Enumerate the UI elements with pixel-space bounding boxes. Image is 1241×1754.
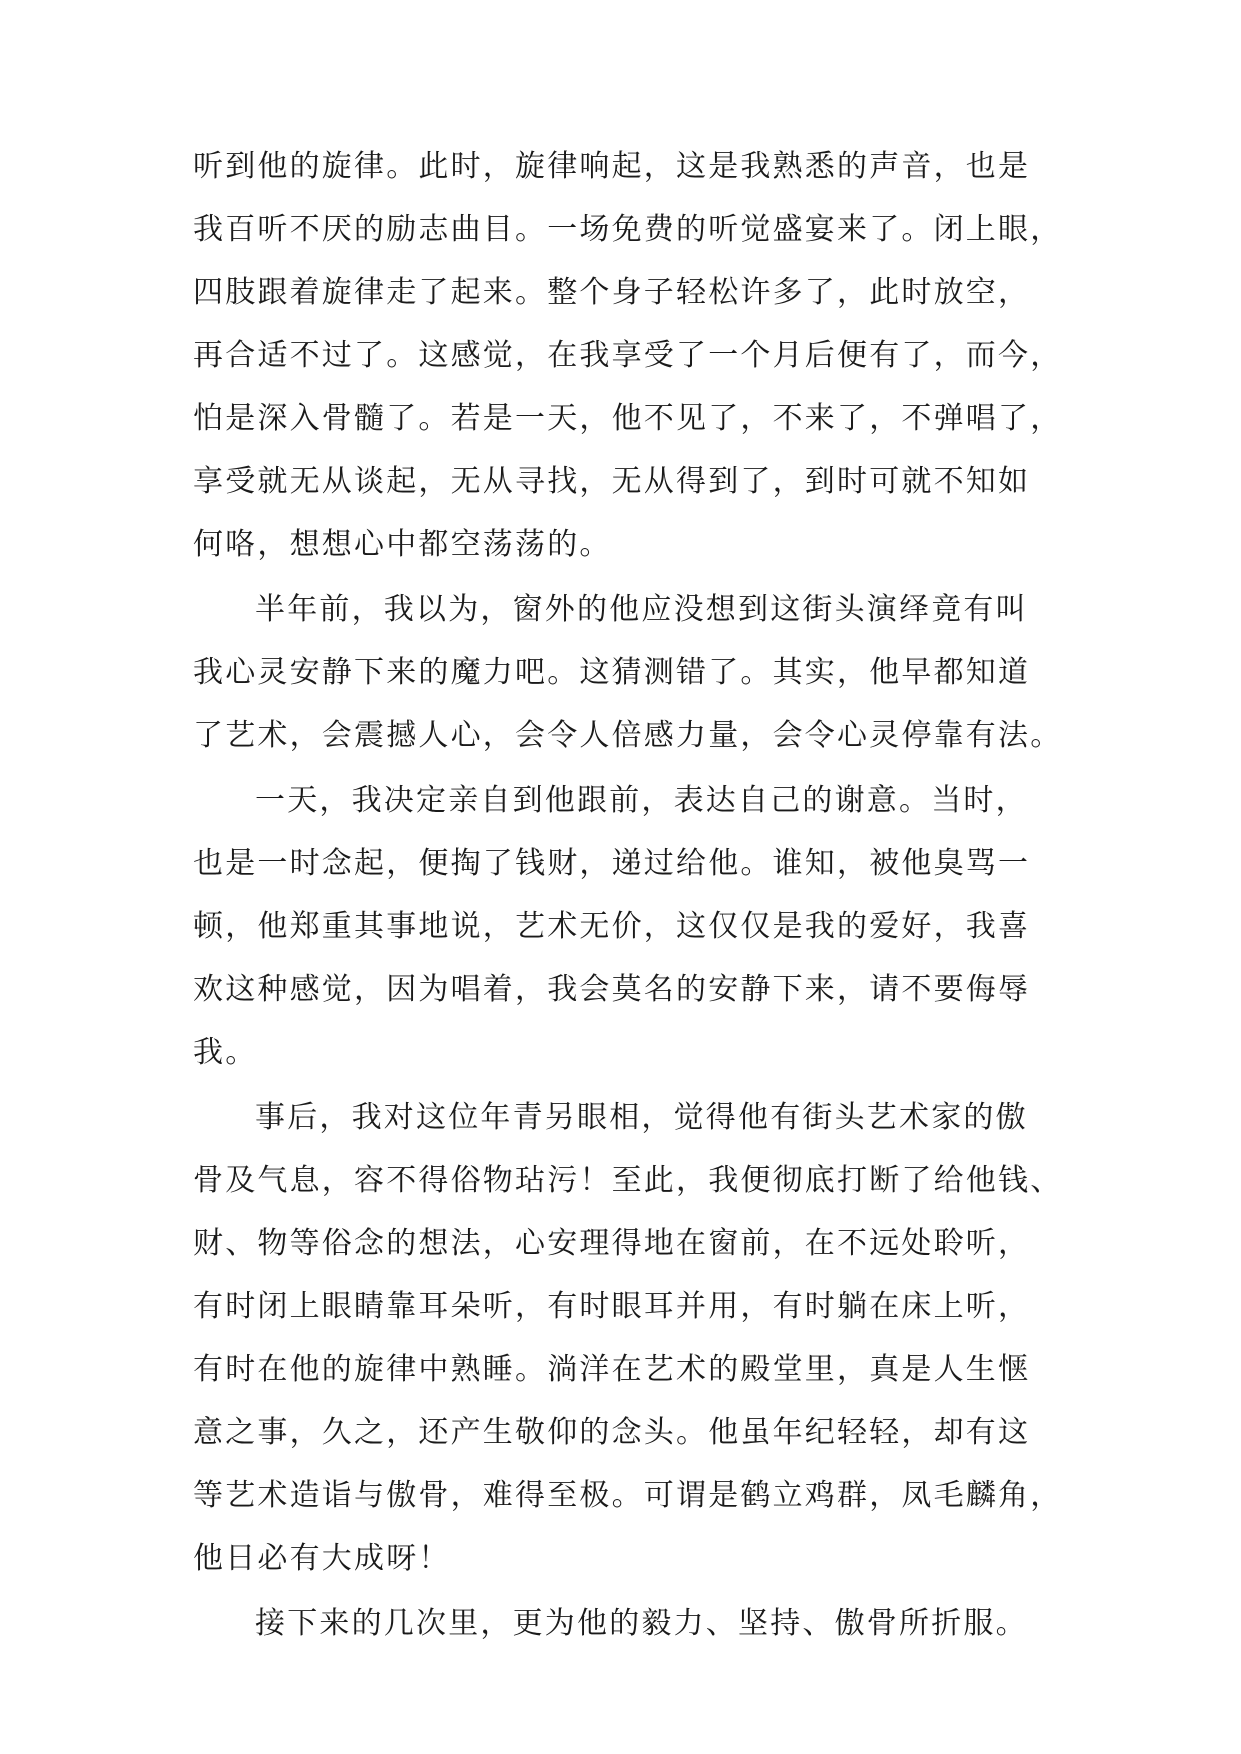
text-line: 听到他的旋律。此时，旋律响起，这是我熟悉的声音，也是 xyxy=(193,149,1031,184)
text-line: 也是一时念起，便掏了钱财，递过给他。谁知，被他臭骂一 xyxy=(193,846,1031,881)
text-line: 事后，我对这位年青另眼相，觉得他有街头艺术家的傲 xyxy=(255,1100,1028,1135)
text-line: 我百听不厌的励志曲目。一场免费的听觉盛宴来了。闭上眼， xyxy=(193,212,1063,247)
text-line: 有时闭上眼睛靠耳朵听，有时眼耳并用，有时躺在床上听， xyxy=(193,1289,1031,1324)
text-line: 再合适不过了。这感觉，在我享受了一个月后便有了，而今， xyxy=(193,338,1063,373)
text-line: 何咯，想想心中都空荡荡的。 xyxy=(193,527,612,562)
text-line: 接下来的几次里，更为他的毅力、坚持、傲骨所折服。 xyxy=(255,1606,1028,1641)
text-line: 他日必有大成呀！ xyxy=(193,1541,451,1576)
text-line: 了艺术，会震撼人心，会令人倍感力量，会令心灵停靠有法。 xyxy=(193,718,1063,753)
text-line: 我心灵安静下来的魔力吧。这猜测错了。其实，他早都知道 xyxy=(193,655,1031,690)
text-line: 有时在他的旋律中熟睡。淌洋在艺术的殿堂里，真是人生惬 xyxy=(193,1352,1031,1387)
text-line: 欢这种感觉，因为唱着，我会莫名的安静下来，请不要侮辱 xyxy=(193,972,1031,1007)
text-line: 享受就无从谈起，无从寻找，无从得到了，到时可就不知如 xyxy=(193,464,1031,499)
text-line: 怕是深入骨髓了。若是一天，他不见了，不来了，不弹唱了， xyxy=(193,401,1063,436)
text-line: 我。 xyxy=(193,1035,258,1070)
text-line: 四肢跟着旋律走了起来。整个身子轻松许多了，此时放空， xyxy=(193,275,1031,310)
text-line: 顿，他郑重其事地说，艺术无价，这仅仅是我的爱好，我喜 xyxy=(193,909,1031,944)
text-line: 意之事，久之，还产生敬仰的念头。他虽年纪轻轻，却有这 xyxy=(193,1415,1031,1450)
text-line: 等艺术造诣与傲骨，难得至极。可谓是鹤立鸡群，凤毛麟角， xyxy=(193,1478,1063,1513)
text-line: 骨及气息，容不得俗物玷污！至此，我便彻底打断了给他钱、 xyxy=(193,1163,1063,1198)
text-line: 财、物等俗念的想法，心安理得地在窗前，在不远处聆听， xyxy=(193,1226,1031,1261)
text-line: 一天，我决定亲自到他跟前，表达自己的谢意。当时， xyxy=(255,783,1028,818)
text-line: 半年前，我以为，窗外的他应没想到这街头演绎竟有叫 xyxy=(255,592,1028,627)
